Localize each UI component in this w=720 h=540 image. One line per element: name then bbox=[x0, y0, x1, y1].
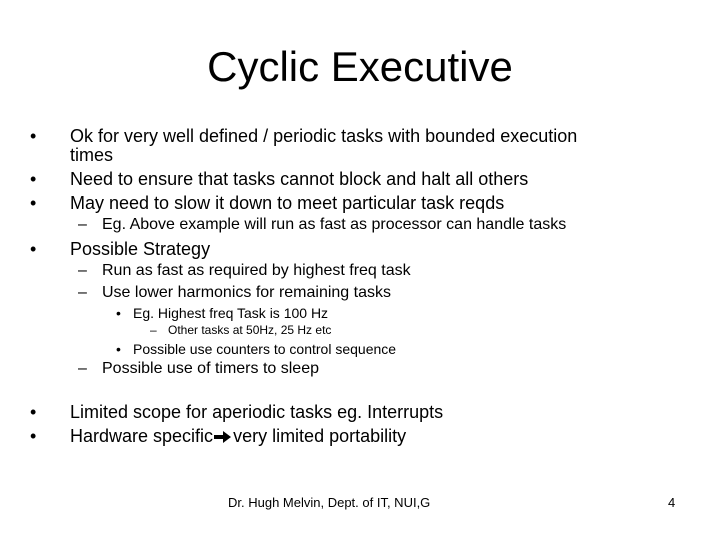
sub-bullet-text: Eg. Above example will run as fast as processor can handle tasks bbox=[102, 216, 567, 233]
bullet-text: May need to slow it down to meet particular task reqds bbox=[70, 193, 505, 213]
bullet-marker: • bbox=[30, 402, 37, 422]
bullet-text-continuation: times bbox=[70, 145, 114, 165]
bullet-marker: • bbox=[30, 426, 37, 446]
bullet-marker: • bbox=[30, 126, 37, 146]
bullet-text: Ok for very well defined / periodic tasks with bounded execution bbox=[70, 126, 578, 146]
dash-marker: – bbox=[78, 216, 87, 233]
bullet-text: Limited scope for aperiodic tasks eg. Interrupts bbox=[70, 402, 444, 422]
page-number: 4 bbox=[668, 495, 676, 510]
dash-marker: – bbox=[78, 284, 87, 301]
sub-bullet-text: Run as fast as required by highest freq task bbox=[102, 262, 411, 279]
dash-marker: – bbox=[78, 360, 87, 377]
dash-marker: – bbox=[78, 262, 87, 279]
bullet-text-part: very limited portability bbox=[233, 426, 407, 446]
sub-bullet-text: Use lower harmonics for remaining tasks bbox=[102, 284, 391, 301]
level3-text: Eg. Highest freq Task is 100 Hz bbox=[133, 305, 329, 321]
slide-title: Cyclic Executive bbox=[207, 43, 513, 90]
level3-text: Possible use counters to control sequence bbox=[133, 341, 397, 357]
bullet-marker: • bbox=[30, 193, 37, 213]
bullet-marker: • bbox=[30, 169, 37, 189]
bullet-text bbox=[70, 425, 406, 449]
footer-author: Dr. Hugh Melvin, Dept. of IT, NUI,G bbox=[228, 495, 431, 510]
sub-bullet-text: Possible use of timers to sleep bbox=[102, 360, 319, 377]
right-arrow-icon bbox=[214, 427, 232, 449]
bullet-marker-small: • bbox=[116, 305, 121, 321]
dash-marker-small: – bbox=[150, 323, 157, 337]
bullet-text: Need to ensure that tasks cannot block and halt all others bbox=[70, 169, 529, 189]
bullet-text-part: Hardware specific bbox=[70, 426, 214, 446]
bullet-marker: • bbox=[30, 239, 37, 259]
bullet-marker-small: • bbox=[116, 341, 121, 357]
bullet-text: Possible Strategy bbox=[70, 239, 211, 259]
level4-text: Other tasks at 50Hz, 25 Hz etc bbox=[168, 323, 332, 337]
